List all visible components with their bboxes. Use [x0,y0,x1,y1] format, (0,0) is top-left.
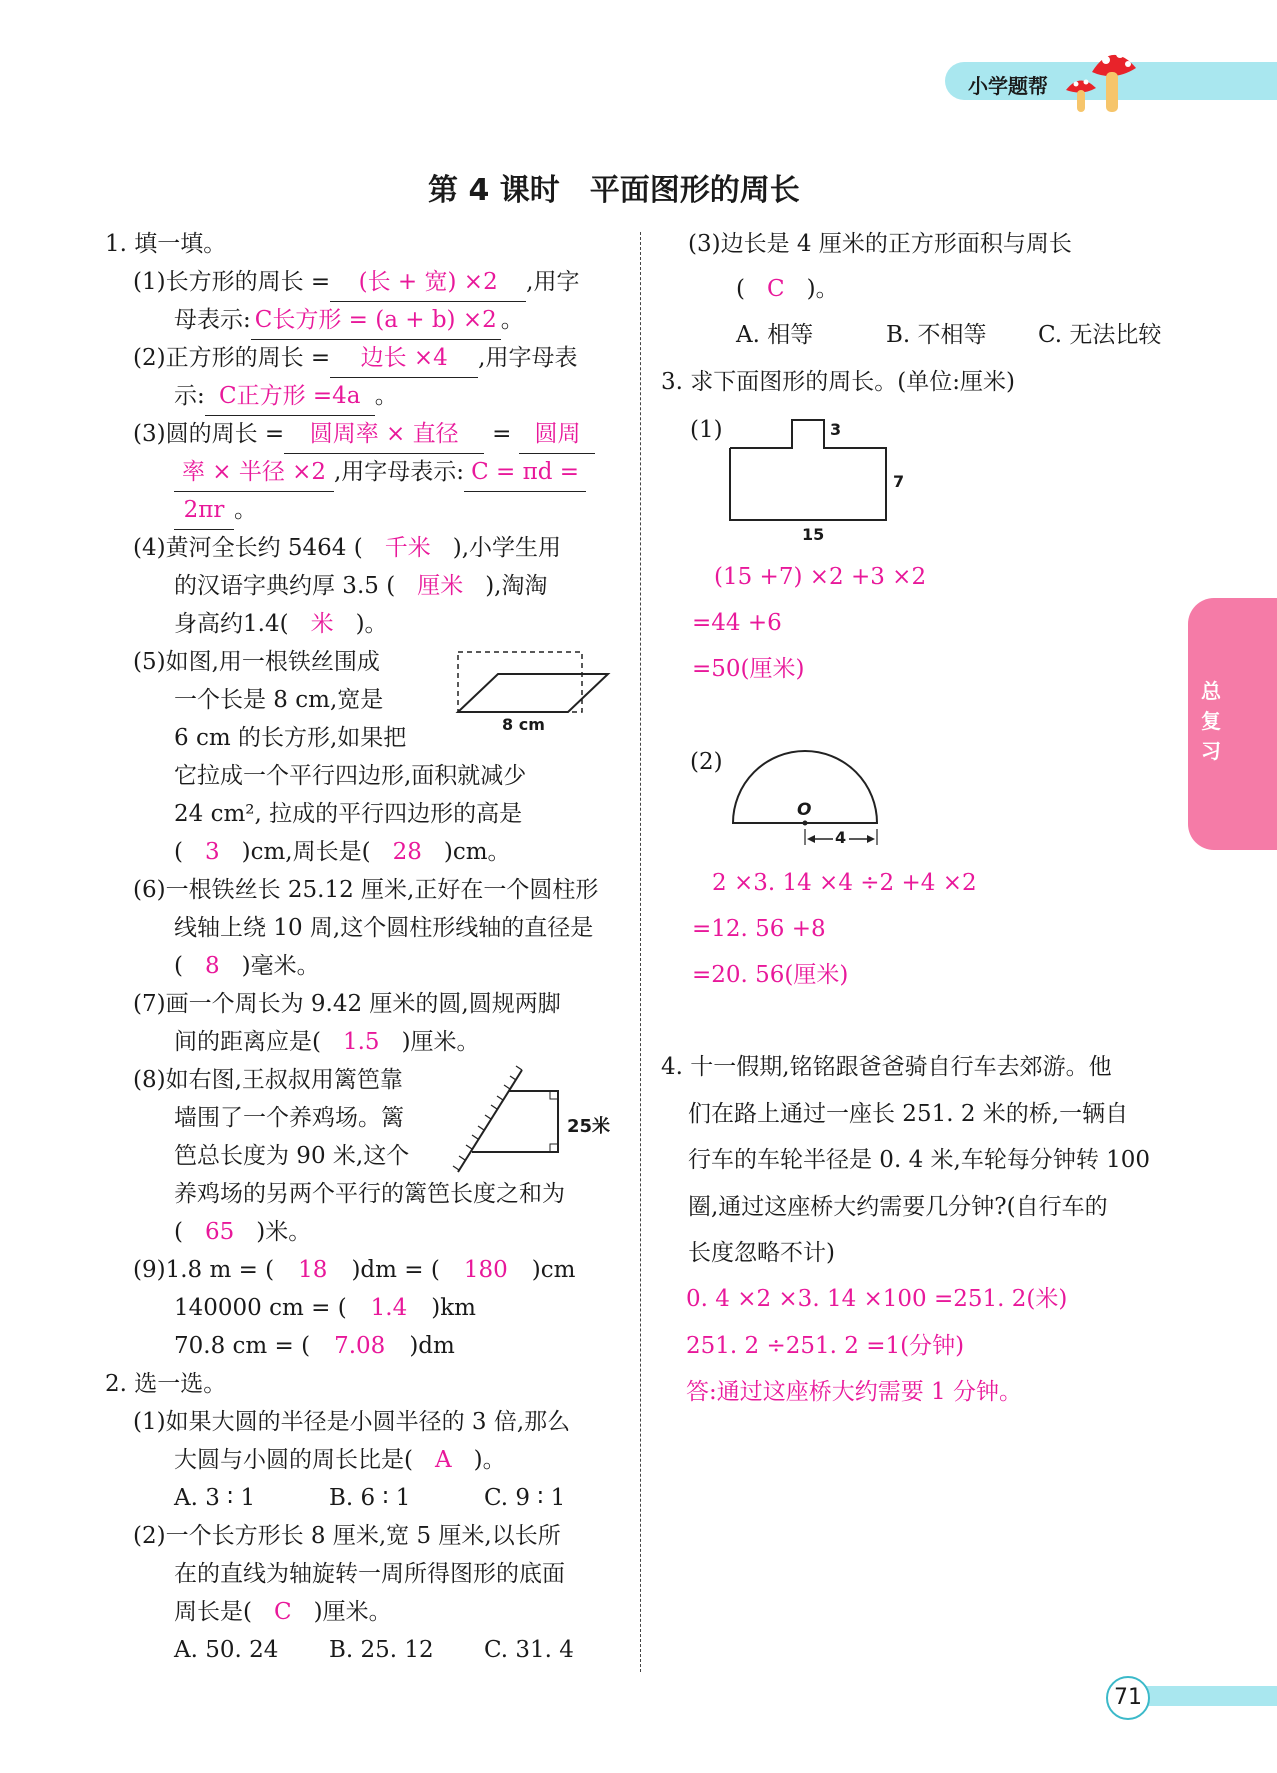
answer-blank: C = πd = [464,453,586,492]
answer-blank: 圆周率 × 直径 [284,415,484,454]
q4-line3: 行车的车轮半径是 0. 4 米,车轮每分钟转 100 [688,1147,1151,1173]
q4-line1: 4. 十一假期,铭铭跟爸爸骑自行车去郊游。他 [661,1054,1112,1080]
p2-work-2: =12. 56 +8 [692,916,826,942]
q2-2-line3: 周长是( C )厘米。 [174,1599,392,1625]
q2-1-line2: 大圆与小圆的周长比是( A )。 [174,1447,506,1473]
coop-label: 25米 [567,1116,611,1137]
q4-line4: 圈,通过这座桥大约需要几分钟?(自行车的 [688,1194,1108,1220]
q1-2: (2)正方形的周长 = 边长 ×4 ,用字母表 [133,339,577,378]
q1-8-line5: ( 65 )米。 [174,1219,312,1245]
q1-6-line3: ( 8 )毫米。 [174,953,320,979]
side-tab [1188,598,1277,850]
section-3-heading: 3. 求下面图形的周长。(单位:厘米) [661,369,1015,395]
q1-8-line4: 养鸡场的另两个平行的篱笆长度之和为 [174,1181,565,1207]
q2-2-line2: 在的直线为轴旋转一周所得图形的底面 [174,1561,565,1587]
q1-5-line3: 6 cm 的长方形,如果把 [174,725,407,751]
q1-8-line2: 墙围了一个养鸡场。篱 [174,1105,404,1131]
q1-1-line2: 母表示: C长方形 = (a + b) ×2 。 [174,301,524,340]
chicken-coop-figure [450,1064,566,1178]
p2-label: (2) [690,749,723,775]
section-2-heading: 2. 选一选。 [105,1371,227,1397]
answer-blank: (长 + 宽) ×2 [330,263,526,302]
p1-work-2: =44 +6 [692,610,782,636]
mushroom-icon [1062,42,1146,116]
p1-top-label: 3 [830,420,842,439]
side-tab-label: 总复习 [1201,679,1221,763]
q4-answer-1: 0. 4 ×2 ×3. 14 ×100 =251. 2(米) [686,1286,1068,1312]
q1-9-line3: 70.8 cm = ( 7.08 )dm [174,1333,455,1359]
q2-3: (3)边长是 4 厘米的正方形面积与周长 [688,231,1072,257]
q1-5-line4: 它拉成一个平行四边形,面积就减少 [174,763,527,789]
q2-3-line2: ( C )。 [736,276,839,302]
answer-blank: 边长 ×4 [330,339,478,378]
page-number: 71 [1106,1676,1150,1720]
q2-1-options: A. 3 ∶ 1 B. 6 ∶ 1 C. 9 ∶ 1 [174,1485,566,1511]
q4-answer-2: 251. 2 ÷251. 2 =1(分钟) [686,1333,965,1359]
answer-blank: 2πr [174,491,234,530]
footer-bar [1140,1686,1277,1706]
q1-9: (9)1.8 m = ( 18 )dm = ( 180 )cm [133,1257,576,1283]
q2-3-options: A. 相等 B. 不相等 C. 无法比较 [736,322,1162,348]
q1-4-line2: 的汉语字典约厚 3.5 ( 厘米 ),淘淘 [174,573,548,599]
q1-5-line5: 24 cm², 拉成的平行四边形的高是 [174,801,523,827]
answer-blank: 率 × 半径 ×2 [174,453,334,492]
p2-radius-label: 4 [835,828,847,847]
p1-bottom-label: 15 [802,525,825,544]
p1-right-label: 7 [893,472,905,491]
p2-work-3: =20. 56(厘米) [692,962,849,988]
q4-line5: 长度忽略不计) [688,1240,835,1266]
parallelogram-label: 8 cm [502,715,545,734]
q1-5-line6: ( 3 )cm,周长是( 28 )cm。 [174,839,511,865]
q1-9-line2: 140000 cm = ( 1.4 )km [174,1295,476,1321]
p2-work-1: 2 ×3. 14 ×4 ÷2 +4 ×2 [712,870,977,896]
q1-3-line3: 2πr 。 [174,491,257,530]
q1-7: (7)画一个周长为 9.42 厘米的圆,圆规两脚 [133,991,561,1017]
q1-6-line2: 线轴上绕 10 周,这个圆柱形线轴的直径是 [174,915,594,941]
answer-blank: 圆周 [519,415,595,454]
p1-label: (1) [690,417,723,443]
q1-5: (5)如图,用一根铁丝围成 [133,649,380,675]
q1-5-line2: 一个长是 8 cm,宽是 [174,687,384,713]
q2-2: (2)一个长方形长 8 厘米,宽 5 厘米,以长所 [133,1523,561,1549]
p1-work-1: (15 +7) ×2 +3 ×2 [714,564,927,590]
q2-2-options: A. 50. 24 B. 25. 12 C. 31. 4 [174,1637,574,1663]
p1-work-3: =50(厘米) [692,656,805,682]
q1-7-line2: 间的距离应是( 1.5 )厘米。 [174,1029,480,1055]
q1-6: (6)一根铁丝长 25.12 厘米,正好在一个圆柱形 [133,877,599,903]
q2-1: (1)如果大圆的半径是小圆半径的 3 倍,那么 [133,1409,571,1435]
q4-answer-3: 答:通过这座桥大约需要 1 分钟。 [686,1379,1023,1405]
brand-label: 小学题帮 [968,74,1048,98]
q1-4: (4)黄河全长约 5464 ( 千米 ),小学生用 [133,535,562,561]
q4-line2: 们在路上通过一座长 251. 2 米的桥,一辆自 [688,1101,1129,1127]
p2-center-label: O [797,800,812,820]
answer-blank: C长方形 = (a + b) ×2 [251,301,501,340]
page-title: 第 4 课时 平面图形的周长 [428,173,800,208]
q1-1: (1)长方形的周长 = (长 + 宽) ×2 ,用字 [133,263,579,302]
column-divider [640,232,641,1672]
q1-8: (8)如右图,王叔叔用篱笆靠 [133,1067,403,1093]
q1-4-line3: 身高约1.4( 米 )。 [174,611,388,637]
answer-blank: C正方形 =4a [205,377,375,416]
q1-3: (3)圆的周长 = 圆周率 × 直径 = 圆周 [133,415,595,454]
section-1-heading: 1. 填一填。 [105,231,227,257]
q1-8-line3: 笆总长度为 90 米,这个 [174,1143,410,1169]
q1-3-line2: 率 × 半径 ×2 ,用字母表示: C = πd = [174,453,586,492]
q1-2-line2: 示: C正方形 =4a 。 [174,377,398,416]
